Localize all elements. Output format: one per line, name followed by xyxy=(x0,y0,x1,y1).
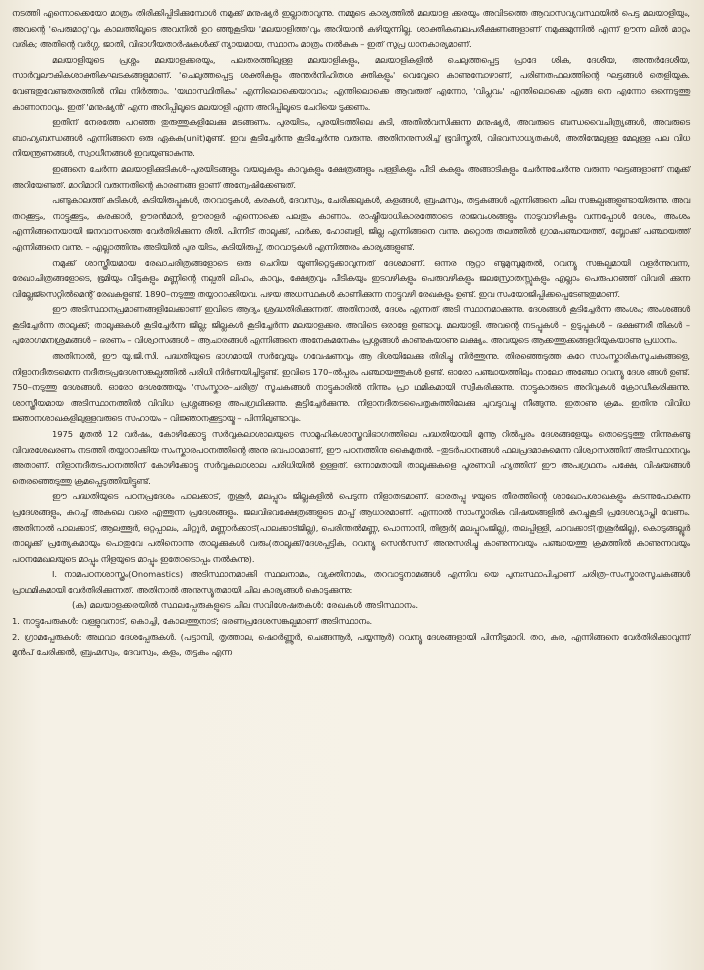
paragraph-3: ഇതിന് നേരത്തേ പറഞ്ഞ തുരുത്തുകളിലേക്കു മടങ്ങണം. പുരയിടം, പുരയിടത്തിലെ കുടി, അതിൽവസിക്കുന്ന മനുഷ്യർ, അവരുടെ ബന്ധവൈചിത്ര്യങ്ങൾ, അവരുടെ ബാഹ്യബന്ധങ്ങൾ എന്നിങ്ങനെ ഒരു ഏകക(unit)മുണ്ട്. ഇവ കൂടിച്ചേർന്നു കൂടിച്ചേർന്നു വരുന്നു. അതിനനുസരിച്ച് ഭൂവിസ്തൃതി, വിഭവസാധ്യതകൾ, അതിന്മേലുള്ള മേലുള്ള പല വിധ നിയന്ത്രണങ്ങൾ, സ്വാധീനങ്ങൾ ഇവയുണ്ടാകുന്നു. xyxy=(12,117,690,159)
paragraph-5: പണ്ടുകാലത്ത് കുടികൾ, കുടിയിരുപ്പുകൾ, തറവാടുകൾ, കരകൾ, ദേവസ്വം, ചേരിക്കലുകൾ, കളങ്ങൾ, ബ്രഹ്മസ്വം, തട്ടകങ്ങൾ എന്നിങ്ങനെ ചില സങ്കല്പങ്ങളുണ്ടായിരുന്നു. അവ തറക്കൂട്ടം, നാട്ടുക്കൂട്ടം, കരക്കാർ, ഊരൻമാർ, ഊരാളർ എന്നൊക്കെ പലതും കാണാം. രാഷ്ട്രീയാധികാരത്തോടെ രാജവംശങ്ങളും നാടുവാഴികളും വന്നപ്പോൾ ദേശം, അംശം എന്നിങ്ങനെയായി ജനവാസത്തെ വേർതിരിക്കുന്ന രീതി. പിന്നീട് താലൂക്ക്, ഫർക്ക, ഹോബളി, ജില്ല എന്നിങ്ങനെ വന്നു. മറ്റൊരു തലത്തിൽ ഗ്രാമപഞ്ചായത്ത്, ബ്ലോക്ക് പഞ്ചായത്ത് എന്നിങ്ങനെ വന്നു. – എല്ലാത്തിനും അടിയിൽ പുര യിടം, കുടിയിരുപ്പ്, തറവാടുകൾ എന്നിത്തരം കാര്യങ്ങളുണ്ട്. xyxy=(12,195,690,252)
paragraph-1: നടത്തി എന്നൊക്കെയോ മാത്രം തിരിക്കിപ്പിടിക്കുമ്പോൾ നമുക്ക് മനുഷ്യർ ഇല്ലാതാവുന്നു. നമ്മുടെ കാര്യത്തിൽ മലയാള ക്കരയും അവിടത്തെ ആവാസവ്യവസ്ഥയിൽ പെട്ട മലയാളിയും, അവന്റെ 'പെരുമാറ്റ'വും കാലത്തിലൂടെ അവനിൽ ഉറ ഞ്ഞുകൂടിയ 'മലയാളിത്ത'വും അറിയാൻ കഴിയുന്നില്ല. ശാക്തികബലപരീക്ഷണങ്ങളാണ് നമുക്കുമുന്നിൽ എന്ന് ഊന്ന ലിൽ മാറ്റം വരിക; അതിന്റെ വർഗ്ഗ, ജാതി, വിഭാഗീയതാർഷകൾക്ക് ന്യായമായ, സ്ഥാനം മാത്രം നൽകുക – ഇത് സുപ്ര ധാനകാര്യമാണ്. xyxy=(12,8,690,50)
paragraph-8: അതിനാൽ, ഈ യു.ജി.സി. പദ്ധതിയുടെ ഭാഗമായി സർവ്വേയും ഗവേഷണവും ആ ദിശയിലേക്കു തിരിച്ചു നിർത്തുന്നു. തിരഞ്ഞെടുത്ത കുറേ സാംസ്കാരികസൂചകങ്ങളെ, നിളാനദീതടമെന്ന നദീതടപ്രദേശസങ്കല്പത്തിൽ പരിധി നിർണയിച്ചിട്ടുണ്ട്. ഇവിടെ 170–ൽപ്പരം പഞ്ചായത്തുകൾ ഉണ്ട്. ഓരോ പഞ്ചായത്തിലും നാലോ അഞ്ചോ റവന്യൂ ദേശ ങ്ങൾ ഉണ്ട്. 750–നടുത്തു ദേശങ്ങൾ. ഓരോ ദേശത്തേയും 'സംസ്കാര–ചരിത്ര' സൂചകങ്ങൾ നാട്ടുകാരിൽ നിന്നും പ്രാ ഥമികമായി സ്വീകരിക്കുന്നു. നാട്ടുകാരുടെ അറിവുകൾ ക്രോഡീകരിക്കുന്നു. ശാസ്ത്രീയമായ അടിസ്ഥാനത്തിൽ വിവിധ പ്രശ്നങ്ങളെ അപഗ്രഥിക്കുന്നു. കൂട്ടിച്ചേർക്കുന്നു. നിളാനദീതടപൈതൃകത്തിലേക്കു ചുവടുവച്ചു നീങ്ങുന്നു. ഇതാണു ക്രമം. ഇതിനു വിവിധ ജ്ഞാനശാഖകളിലുള്ളവരുടെ സഹായം – വിജ്ഞാനക്കൂട്ടായ്മ – പിന്നിലുണ്ടാവും. xyxy=(12,351,690,424)
paragraph-10: ഈ പദ്ധതിയുടെ പഠനപ്രദേശം പാലക്കാട്, തൃശൂർ, മലപ്പുറം ജില്ലകളിൽ പെടുന്ന നിളാതടമാണ്. ഭാരതപ്പു ഴയുടെ തീരത്തിന്റെ ശാഖോപശാഖകളും കടന്നുപോകുന്ന പ്രദേശങ്ങളും, കുറച്ച് അകലെ വരെ എത്തുന്ന പ്രദേശങ്ങളും. ജലവിഭവക്ഷേത്രങ്ങളുടെ മാപ്പ് ആധാരമാണ്. എന്നാൽ സാംസ്കാരിക വിഷയങ്ങളിൽ കുറച്ചുകൂടി പ്രദേശവ്യാപ്തി വേണം. അതിനാൽ പാലക്കാട്, ആലത്തൂർ, ഒറ്റപ്പാലം, ചിറ്റൂർ, മണ്ണാർക്കാട്(പാലക്കാട്ജില്ല), പെരിന്തൽമണ്ണ, പൊന്നാനി, തിരൂർ( മലപ്പുറംജില്ല), തലപ്പിള്ളി, ചാവക്കാട്(തൃശൂർജില്ല), കൊടുങ്ങല്ലൂർ താലൂക്ക് പ്രത്യേകമായും പൊതുവേ പതിനൊന്നു താലൂക്കുകൾ വരും(താലൂക്ക്/ദേശപ്പട്ടിക, റവന്യൂ സെൻസസ് അനുസരിച്ചു കാണുന്നവയും പഞ്ചായത്തു ക്രമത്തിൽ കാണുന്നവയും പഠനമേഖലയുടെ മാപ്പും നിളയുടെ മാപ്പും ഇതോടൊപ്പം നൽകുന്നു). xyxy=(12,491,690,564)
paragraph-2: മലയാളിയുടെ പ്രശ്നം മലയാളക്കരയും, പലതരത്തിലുള്ള മലയാളികളും, മലയാളികളിൽ ചെലുത്തപ്പെട്ട പ്രാദേ ശിക, ദേശീയ, അന്തർദേശീയ, സാർവ്വലൗകികശാക്തികഘടകങ്ങളുമാണ്. 'ചെലുത്തപ്പെട്ട ശക്തികളും അന്തർനിഹിതശ ക്തികളും' വെവ്വേറെ കാണുമ്പോഴാണ്, പരിണതഫലത്തിന്റെ ഘട്ടങ്ങൾ തെളിയുക. വേണ്ടതുവേണ്ടതരത്തിൽ നില നിർത്താം. 'യഥാസ്ഥിതികം' എന്നിലൊക്കെയാവാം; എന്തിലൊക്കെ ആവരുത് എന്നോ, 'വിപ്ലവം' എന്തിലൊക്കെ എങ്ങ നെ എന്നോ ഒന്നെടുത്തു കാണാനാവും. ഇത് 'മനുഷ്യൻ' എന്ന അറിപ്പിലൂടെ മലയാളി എന്ന അറിപ്പിലൂടെ ചേറിയെ ടുക്കണം. xyxy=(12,54,690,112)
paragraph-9: 1975 മുതൽ 12 വർഷം, കോഴിക്കോട്ടു സർവ്വകലാശാലയുടെ സാമൂഹികശാസ്ത്രവിഭാഗത്തിലെ പദ്ധതിയായി മുന്നൂ റിൽപ്പരം ദേശങ്ങളേയും തൊട്ടെടുത്തു നിന്നുകണ്ടു വിവരശേഖരണം നടത്തി തയ്യാറാക്കിയ സംസ്കാരപഠനത്തിന്റെ അനു ഭവപാഠമാണ്, ഈ പഠനത്തിനു കൈമുതൽ. –തുടർപഠനങ്ങൾ ഫലപ്രദമാകുമെന്ന വിശ്വാസത്തിന് അടിസ്ഥാനവും അതാണ്. നിളാനദീതടപഠനത്തിന് കോഴിക്കോട്ടു സർവ്വകലാശാല പരിധിയിൽ ഉള്ളത്. ഒന്നാമതായി താലൂക്കുകളെ പൂരണവി ഹ്യത്തിന് ഈ അപഗ്രഥനം പക്ഷേ, വിഷയങ്ങൾ തെരഞ്ഞെടുത്തു ക്രമപ്പെടുത്തിയിട്ടുണ്ട്. xyxy=(12,429,690,486)
paragraph-7: ഈ അടിസ്ഥാനപ്രമാണങ്ങളിലേക്കാണ് ഇവിടെ ആദ്യം ശ്രദ്ധതിരിക്കുന്നത്. അതിനാൽ, ദേശം എന്നത് അടി സ്ഥാനമാക്കുന്നു. ദേശങ്ങൾ കൂടിച്ചേർന്ന അംശം; അംശങ്ങൾ കൂടിച്ചേർന്ന താലൂക്ക്; താലൂക്കുകൾ കൂടിച്ചേർന്ന ജില്ല; ജില്ലകൾ കൂടിച്ചേർന്ന മലയാളക്കര. അവിടെ ഒരാളേ ഉണ്ടാവൂ. മലയാളി. അവന്റെ നടപ്പുകൾ – ഉടുപ്പുകൾ – ഭക്ഷണരീ തികൾ – പുരോഗമനശ്രമങ്ങൾ – ഭരണം – വിശ്വാസങ്ങൾ – ആചാരങ്ങൾ എന്നിങ്ങനെ അനേകമനേകം പ്രശ്നങ്ങൾ കാണുകയാണു ലക്ഷ്യം. അവയുടെ ആക്കത്തുക്കങ്ങളറിയുകയാണു പ്രധാനം. xyxy=(12,304,690,346)
section-heading: (ക) മലയാളക്കരയിൽ സ്ഥലപ്പേരുകളുടെ ചില സവിശേഷതകൾ: രേഖകൾ അടിസ്ഥാനം. xyxy=(72,600,419,611)
list-item-2: 2. ഗ്രാമപ്പേരുകൾ: അഥവാ ദേശപ്പേരുകൾ. (പട്ടാമ്പി, തൃത്താല, ഷൊർണ്ണൂർ, ചെങ്ങന്നൂർ, പയ്യന്നൂർ) റവന്യൂ ദേശങ്ങളായി പിന്നീടുമാറി. തറ, കര, എന്നിങ്ങനെ വേർതിരിക്കാവുന്ന് മുൻപ് ചേരിക്കൽ, ബ്രഹ്മസ്വം, ദേവസ്വം, കളം, തട്ടകം എന്ന xyxy=(12,631,690,658)
paragraph-4: ഇങ്ങനെ ചേർന്ന മലയാളിക്കുടികൾ–പുരയിടങ്ങളും വയലുകളും കാവുകളും ക്ഷേത്രങ്ങളും പള്ളികളും പീടി കകളും അങ്ങാടികളും ചേർന്നുചേർന്നു വരുന്ന ഘട്ടങ്ങളാണ് നമുക്ക് അറിയേണ്ടത്. മാറിമാറി വരുന്നതിന്റെ കാരണങ്ങ ളാണ് അന്വേഷിക്കേണ്ടത്. xyxy=(12,163,690,190)
list-item-1: 1. നാട്ടുപേരുകൾ: വള്ളുവനാട്, കൊച്ചി, കോലത്തുനാട്; ഭരണപ്രദേശസങ്കല്പമാണ് അടിസ്ഥാനം. xyxy=(12,616,373,627)
paragraph-6: നമുക്ക് ശാസ്ത്രീയമായ രേഖാചരിത്രങ്ങളോടെ ഒരു ചെറിയ യൂണിറ്റെടുക്കാവുന്നത് ദേശമാണ്. ഒന്നര നൂറ്റാ ണ്ടുമുമ്പുമുതൽ, റവന്യൂ സങ്കല്പമായി വളർന്നുവന്ന, രേഖാചിത്രങ്ങളോടെ, ഭൂമിയും വീടുകളും മണ്ണിന്റെ നല്പതി ലിഹം, കാവും, ക്ഷേത്രവും പീടികയും ഇടവഴികളും പെരുവഴികളും ജലസ്രോതസ്സുകളും എല്ലാം പെരുപറഞ്ഞ് വിവരി ക്കുന്ന വില്ലേജ്സെറ്റിൽമെന്റ് രേഖകളുണ്ട്. 1890–നടുത്തു തയ്യാറാക്കിയവ. പഴയ അധസ്ഥകൾ കാണിക്കുന്ന നാട്ടുവഴി രേഖകളും ഉണ്ട്. ഇവ സംയോജിപ്പിക്കപ്പെടേണ്ടതുമാണ്. xyxy=(12,257,690,299)
paragraph-11: I. നാമപഠനശാസ്ത്രം(Onomastics) അടിസ്ഥാനമാക്കി സ്ഥലനാമം, വ്യക്തിനാമം, തറവാട്ടുനാമങ്ങൾ എന്നിവ യെ പുനഃസ്ഥാപിച്ചാണ് ചരിത്ര–സംസ്കാരസൂചകങ്ങൾ പ്രാഥമികമായി വേർതിരിക്കുന്നത്. അതിനാൽ അനുസ്യൂതമായി ചില കാര്യങ്ങൾ കൊടുക്കുന്നു: xyxy=(12,569,690,595)
